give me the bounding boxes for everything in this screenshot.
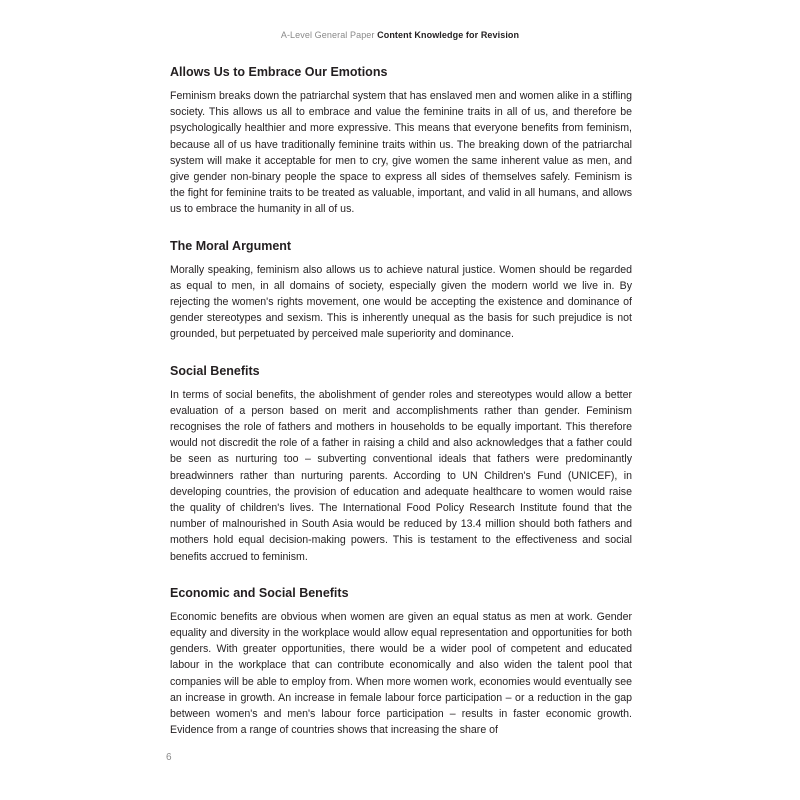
running-header	[0, 29, 800, 41]
section-heading: Allows Us to Embrace Our Emotions	[170, 65, 388, 79]
page-content	[170, 64, 632, 739]
section-emotions	[170, 64, 632, 218]
section-moral-argument	[170, 238, 632, 343]
section-social-benefits	[170, 363, 632, 565]
section-heading: Social Benefits	[170, 363, 260, 378]
section-paragraph: Economic benefits are obvious when women are given an equal status as men at work. Gender equality and diversity in the workplace would allow equal representation and opportunities for both genders. With greater opportunities, there would be a wider pool of competent and educated labour in the workplace that can contribute economically and also widen the talent pool that companies will be able to employ from. When more women work, economies would eventually see an increase in growth. An increase in female labour force participation – or a reduction in the gap between women's and men's labour force participation – results in faster economic growth. Evidence from a range of countries shows that increasing the share of	[170, 610, 632, 737]
section-heading: Economic and Social Benefits	[170, 585, 349, 600]
header-title: Content Knowledge for Revision	[377, 30, 520, 40]
section-economic-social-benefits	[170, 585, 632, 739]
section-paragraph: Morally speaking, feminism also allows us to achieve natural justice. Women should be regarded as equal to men, in all domains of society, especially given the modern world we live in. By rejecting the women's rights movement, one would be accepting the existence and dominance of gender stereotypes and sexism. This is inherently unequal as the basis for such prejudice is not grounded, but perpetuated by perceived male superiority and dominance.	[170, 263, 632, 341]
section-paragraph: Feminism breaks down the patriarchal system that has enslaved men and women alike in a stifling society. This allows us all to embrace and value the feminine traits in all of us, and therefore be psychologically healthier and more expressive. This means that everyone benefits from feminism, because all of us have traditionally feminine traits within us. The breaking down of the patriarchal system will make it acceptable for men to cry, give women the same inherent value as men, and give gender non-binary people the space to express all sides of themselves safely. Feminism is the fight for feminine traits to be treated as valuable, important, and valid in all humans, and allows us to embrace the humanity in all of us.	[170, 90, 632, 216]
section-heading: The Moral Argument	[170, 238, 292, 253]
section-paragraph: In terms of social benefits, the abolishment of gender roles and stereotypes would allow a better evaluation of a person based on merit and accomplishments rather than gender. Feminism recognises the role of fathers and mothers in households to be equally important. This therefore would not discredit the role of a father in raising a child and also acknowledges that a father could be seen as nurturing too – subverting conventional ideals that fathers were predominantly breadwinners rather than nurturing parents. According to UN Children's Fund (UNICEF), in developing countries, the provision of education and adequate healthcare to women would raise the quality of children's lives. The International Food Policy Research Institute found that the number of malnourished in South Asia would be reduced by 13.4 million should both fathers and mothers hold equal decision-making powers. This is testament to the effectiveness and social benefits accrued to feminism.	[170, 388, 632, 563]
header-series: A-Level General Paper	[280, 30, 375, 40]
page-number: 6	[166, 752, 172, 763]
